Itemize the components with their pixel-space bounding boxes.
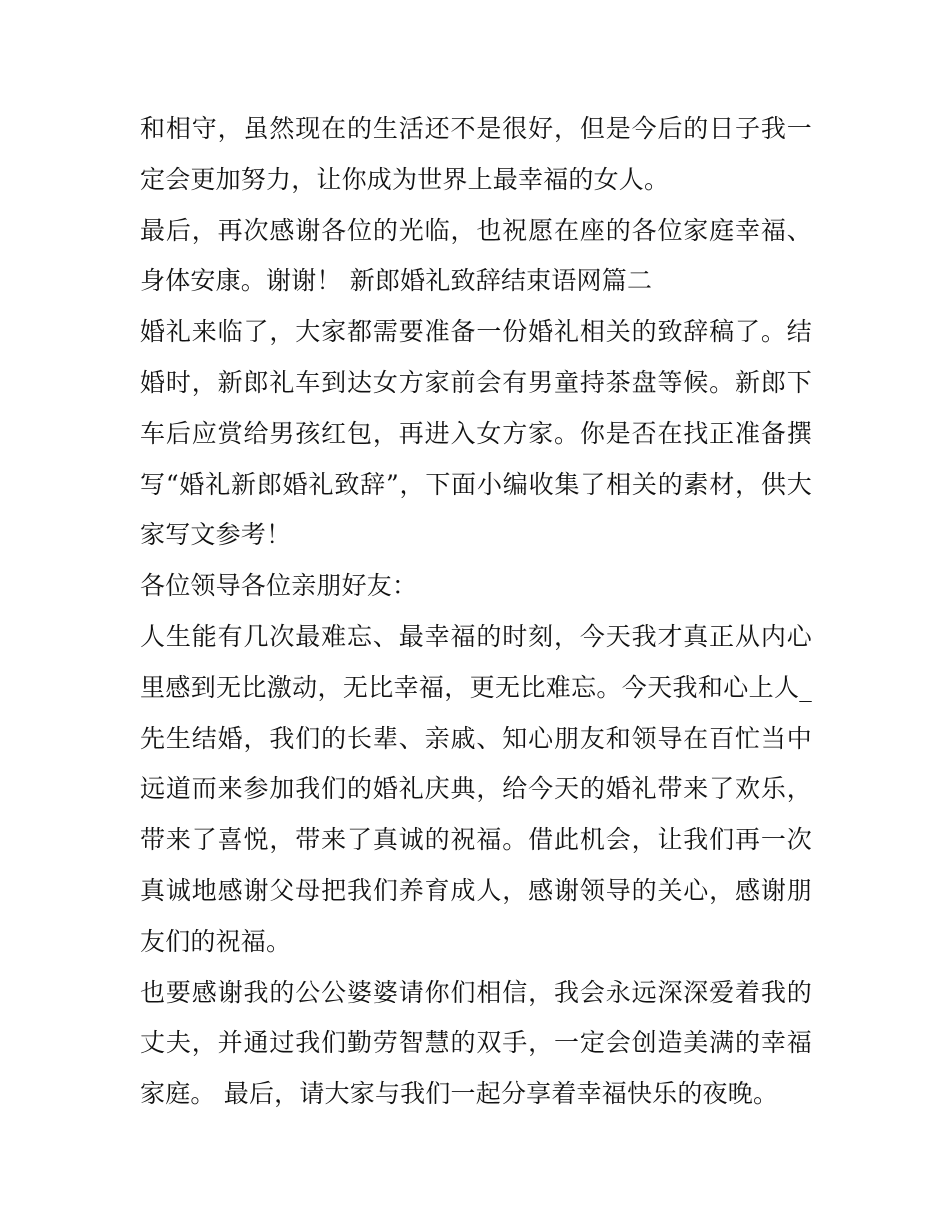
- document-body: [140, 104, 812, 1120]
- paragraph-closing-vow: 和相守，虽然现在的生活还不是很好，但是今后的日子我一定会更加努力，让你成为世界上最幸福的女人。: [140, 114, 812, 194]
- paragraph-intro: 婚礼来临了，大家都需要准备一份婚礼相关的致辞稿了。结婚时，新郎礼车到达女方家前会有男童持茶盘等候。新郎下车后应赏给男孩红包，再进入女方家。你是否在找正准备撰写“婚礼新郎婚礼致辞”，下面小编收集了相关的素材，供大家写文参考！: [140, 317, 812, 550]
- paragraph-thanks-guests: 最后，再次感谢各位的光临，也祝愿在座的各位家庭幸福、身体安康。谢谢！ 新郎婚礼致辞结束语网篇二: [140, 215, 812, 296]
- paragraph-speech-body: 人生能有几次最难忘、最幸福的时刻，今天我才真正从内心里感到无比激动，无比幸福，更无比难忘。今天我和心上人_先生结婚，我们的长辈、亲戚、知心朋友和领导在百忙当中远道而来参加我们的婚礼庆典，给今天的婚礼带来了欢乐，带来了喜悦，带来了真诚的祝福。借此机会，让我们再一次真诚地感谢父母把我们养育成人，感谢领导的关心，感谢朋友们的祝福。: [140, 621, 812, 956]
- paragraph-salutation: 各位领导各位亲朋好友：: [140, 571, 418, 601]
- paragraph-speech-ending: 也要感谢我的公公婆婆请你们相信，我会永远深深爱着我的丈夫，并通过我们勤劳智慧的双手，一定会创造美满的幸福家庭。 最后，请大家与我们一起分享着幸福快乐的夜晚。: [140, 977, 812, 1109]
